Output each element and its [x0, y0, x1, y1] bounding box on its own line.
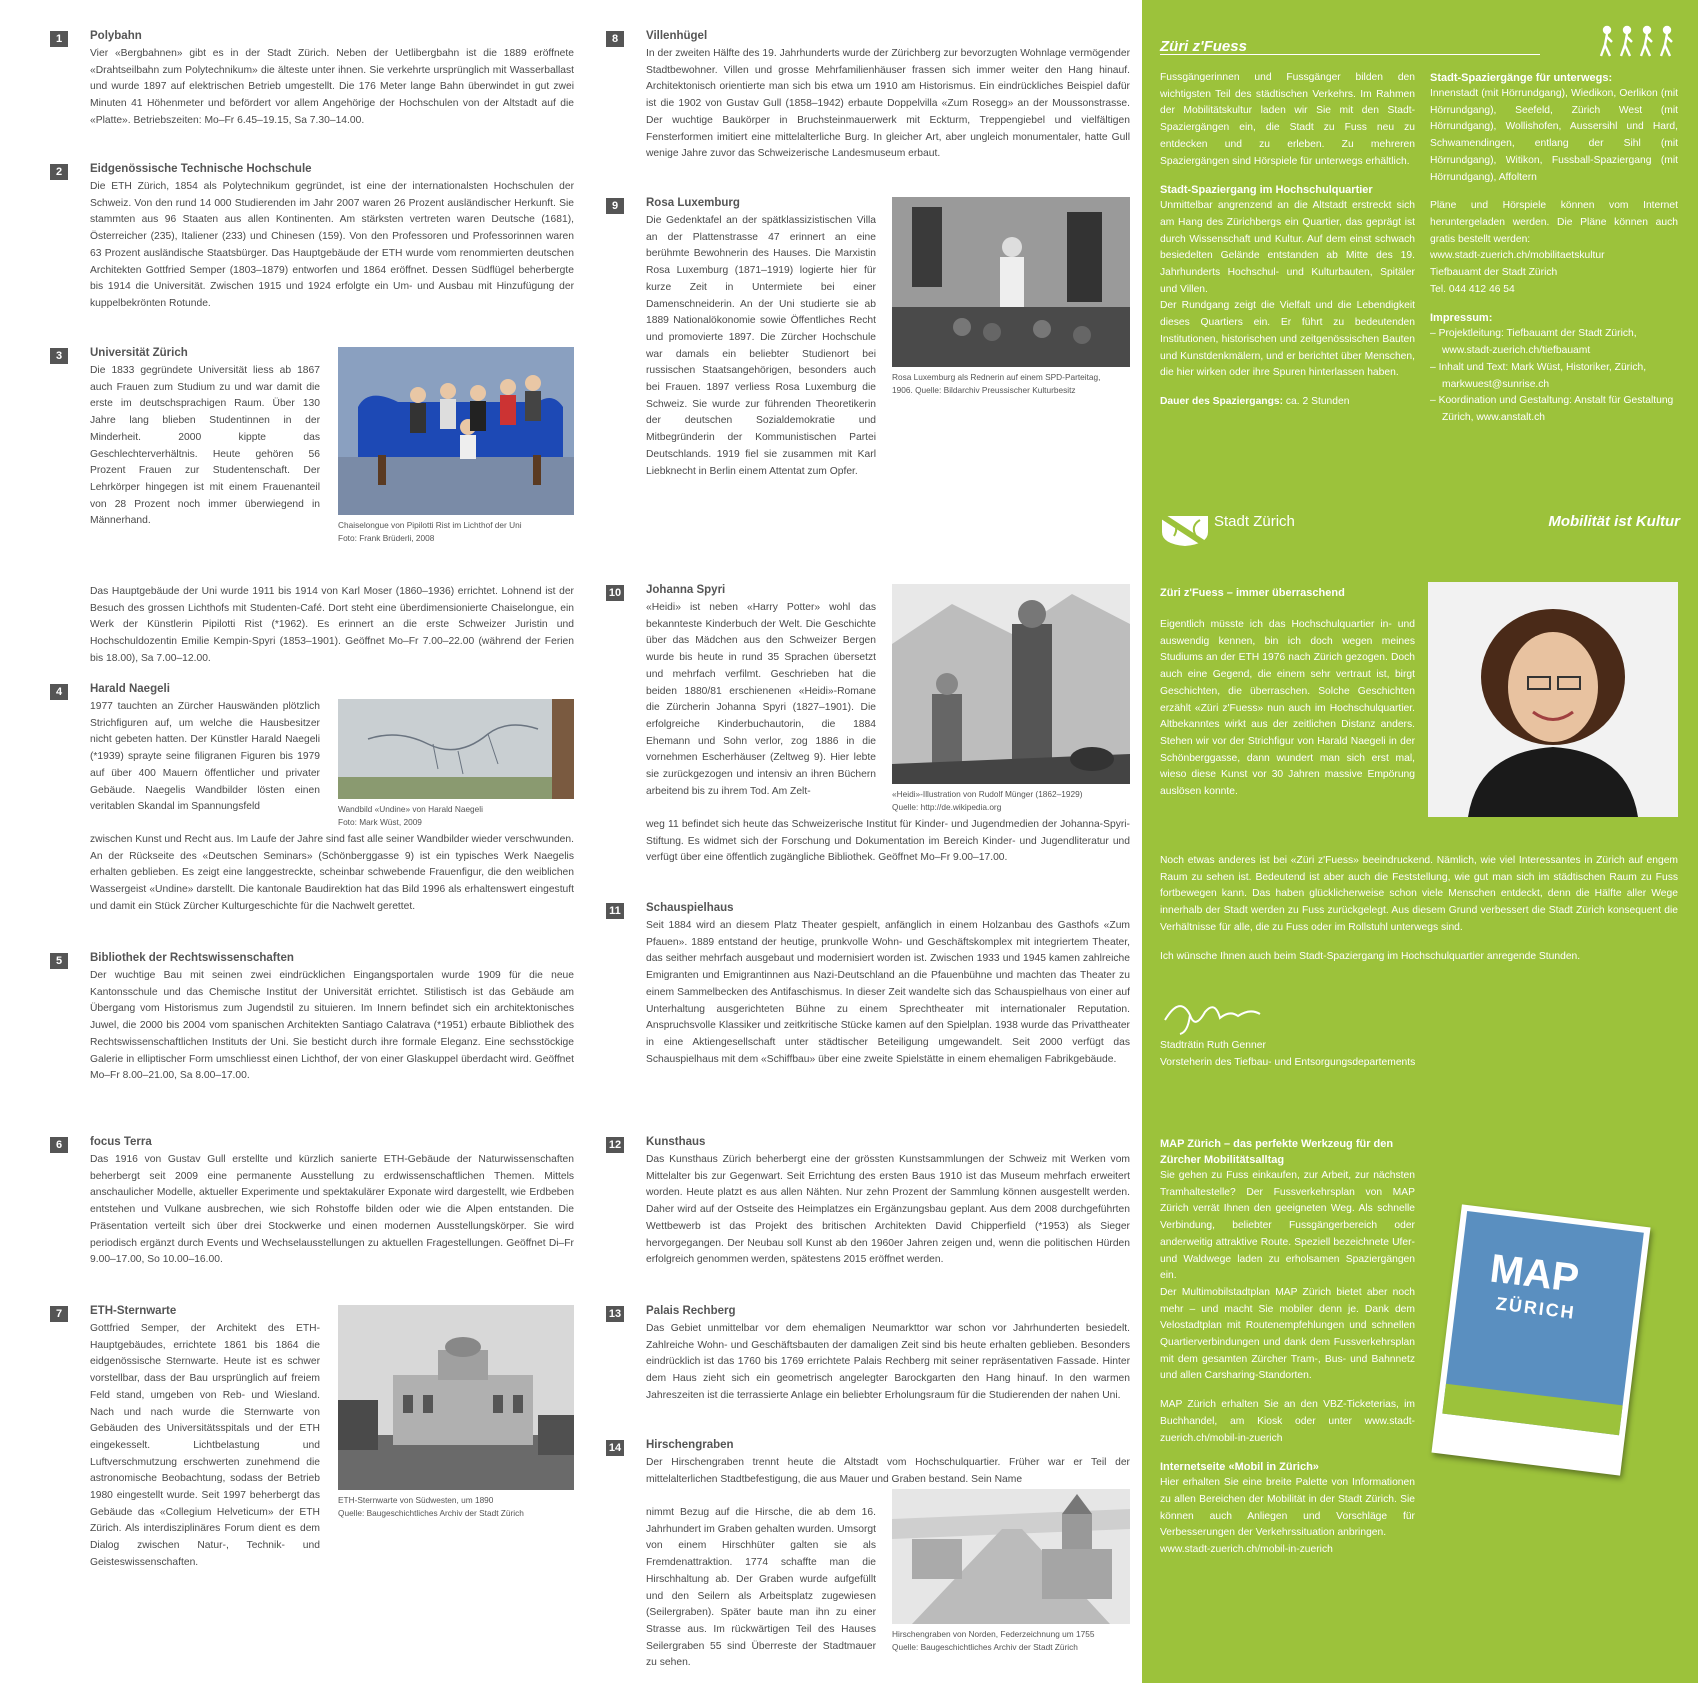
entry-text: Das Kunsthaus Zürich beherbergt eine der grössten Kunstsammlungen der Schweiz mit Werken vom Mittelalter bis zur Gegenwart. Seit Errichtung des ersten Baus 1910 ist das Museum mehrfach erweitert worden. Heute platzt es aus allen Nähten. Nur zehn Prozent der Sammlung können ausgestellt werden. Daher wird auf der Ostseite des Heimplatzes ein Ergänzungsbau geplant. Aus dem 2008 durchgeführten Wettbewerb ist das Projekt des britischen Architekten David Chipperfield (*1953) als Sieger hervorgegangen. Der Neubau soll Kunst ab den 1960er Jahren zeigen und, wenn die politischen Hürden erfolgreich genommen werden, spätestens 2015 eröffnet werden.: [646, 1154, 1130, 1266]
entry-number: 5: [50, 953, 68, 969]
entry-rosa-luxemburg: [606, 197, 1130, 527]
entry-naegeli: [50, 683, 574, 933]
map-brochure-cover: [1431, 1204, 1650, 1475]
brand-header: [1160, 38, 1660, 56]
impressum-list: [1430, 326, 1678, 426]
entry-text-continued: zwischen Kunst und Recht aus. Im Laufe der Jahre sind fast alle seiner Wandbilder wieder verschwunden. An der Rückseite des «Deutschen Seminars» (Schönberggasse 9) ist ein typisches Werk Naegelis erhalten geblieben. Es zeigt eine langgestreckte, scheinbar schwebende Frauenfigur, die den weiblichen Wassergeist «Undine» darstellt. Die kantonale Baudirektion hat das Bild 1996 als erhaltenswert eingestuft und damit ein Stück Zürcher Kulturgeschichte für die Nachwelt gerettet.: [90, 834, 574, 912]
entry-number: 1: [50, 31, 68, 47]
heidi-illustration: [892, 584, 1130, 784]
slogan: Mobilität ist Kultur: [1548, 513, 1680, 530]
greeting-continued: Noch etwas anderes ist bei «Züri z'Fuess» beeindruckend. Nämlich, wie viel Interessantes in Zürich auf engem Raum zu sehen ist. Bedeutend ist aber auch die Feststellung, wie gut man sich im städtischen Raum zu Fuss fortbewegen kann. Das haben glücklicherweise schon viele Menschen entdeckt, denn die Hälfte aller Wege innerhalb der Stadt werden zu Fuss zurückgelegt. Aus diesem Grund verbessert die Stadt Zürich konsequent die Verhältnisse für alle, die zu Fuss oder im Rollstuhl unterwegs sind. Ich wünsche Ihnen auch beim Stadt-Spaziergang im Hochschulquartier anregende Stunden.: [1160, 855, 1678, 962]
entry-title: Universität Zürich: [90, 347, 188, 359]
entry-text: Seit 1884 wird an diesem Platz Theater gespielt, anfänglich in einem Holzanbau des Gasthofs «Zum Pfauen». 1889 entstand der heutige, prunkvolle Wohn- und Geschäftskomplex mit integriertem Theater, das seither mehrfach ausgebaut und modernisiert worden ist. Zwischen 1933 und 1945 kamen zahlreiche Emigranten und Emigrantinnen aus Nazi-Deutschland an die Pfauenbühne und machten das Theater zu einem Sammelbecken des Antifaschismus. In dieser Zeit wandelte sich das Schauspielhaus von einer auf Unterhaltung ausgerichteten Bühne zu einem Sprechtheater mit internationaler Reputation. Anspruchsvolle Klassiker und zeitkritische Stücke kamen auf den Spielplan. 1938 wurde das Privattheater in eine Aktiengesellschaft unter städtischer Beteiligung umgewandelt. Seit 2000 verfügt das Schauspielhaus mit dem «Schiffbau» über eine zweite Spielstätte in einem ehemaligen Fabrikgebäude.: [646, 920, 1130, 1065]
chaiselongue-photo: [338, 347, 574, 515]
photo-caption: Rosa Luxemburg als Rednerin auf einem SPD-Parteitag, 1906. Quelle: Bildarchiv Preussischer Kulturbesitz: [892, 372, 1101, 395]
list-item: – Projektleitung: Tiefbauamt der Stadt Zürich, www.stadt-zuerich.ch/tiefbauamt: [1430, 328, 1637, 357]
entry-text: Die 1833 gegründete Universität liess ab 1867 auch Frauen zum Studium zu und war damit die erste im deutschsprachigen Raum. Über 130 Jahre lang blieben Studentinnen in der Minderheit. 2000 kippte das Geschlechterverhältnis. Heute gehören 56 Prozent Frauen zur Studentenschaft. Der Lehrkörper hingegen ist mit einem Frauenanteil von 28 Prozent noch immer überwiegend in Männerhand.: [90, 365, 320, 527]
divider: [1160, 54, 1540, 55]
entry-text-continued: weg 11 befindet sich heute das Schweizerische Institut für Kinder- und Jugendmedien der Johanna-Spyri-Stiftung. Es widmet sich der Forschung und Dokumentation im Bereich Kinder- und Jugendliteratur und verfügt über eine öffentlich zugängliche Bibliothek. Geöffnet Mo–Fr 9.00–17.00.: [646, 819, 1130, 864]
entry-title: Schauspielhaus: [646, 902, 734, 914]
entry-text-continued: Das Hauptgebäude der Uni wurde 1911 bis 1914 von Karl Moser (1860–1936) errichtet. Lohnend ist der Besuch des grossen Lichthofs mit Studenten-Café. Dort steht eine überdimensionierte Chaiselongue, ein Werk der Künstlerin Pipilotti Rist (*1962). Es erinnert an die erste Schweizer Juristin und Hochschuldozentin Emilie Kempin-Spyri (1853–1901). Geöffnet Mo–Fr 7.00–22.00 (während der Ferien bis 18.00), Sa 7.00–12.00.: [90, 586, 574, 664]
entry-title: Eidgenössische Technische Hochschule: [90, 163, 312, 175]
entry-johanna-spyri: [606, 584, 1130, 884]
entry-number: 10: [606, 585, 624, 601]
entry-title: ETH-Sternwarte: [90, 1305, 177, 1317]
photo-caption: Wandbild «Undine» von Harald Naegeli Foto: Mark Wüst, 2009: [338, 804, 483, 827]
plans-link[interactable]: www.stadt-zuerich.ch/mobilitaetskultur: [1430, 250, 1605, 262]
entry-title: Kunsthaus: [646, 1136, 706, 1148]
entry-text: 1977 tauchten an Zürcher Hauswänden plötzlich Strichfiguren auf, um welche die Hausbesitzer nicht gebeten hatten. Der Künstler Harald Naegeli (*1939) sprayte seine filigranen Figuren bis 1979 auf über 400 Mauern öffentlicher und privater Gebäude. Naegelis Wandbilder lösten einen veritablen Skandal im Spannungsfeld: [90, 701, 320, 813]
entry-title: focus Terra: [90, 1136, 152, 1148]
entry-number: 11: [606, 903, 624, 919]
entry-text: Die ETH Zürich, 1854 als Polytechnikum gegründet, ist eine der internationalsten Hochschulen der Schweiz. Von den rund 14 000 Studierenden im Jahr 2007 waren 26 Prozent ausländischer Herkunft. Sie stammten aus 96 Staaten aus allen Kontinenten. Am stärksten vertreten waren Deutsche (1681), Österreicher (235), Italiener (233) und Chinesen (159). Von den Professoren und Professorinnen waren 63 Prozent ausländische Staatsbürger. Das Hauptgebäude der ETH wurde vom renommierten deutschen Architekten Gottfried Semper (1803–1879) entworfen und 1864 eröffnet. Dessen Südflügel beherbergte bis 1914 die Universität. Zwischen 1915 und 1924 erfolgte ein Um- und Ausbau mit Hinzufügung der kuppelbekrönten Rotunde.: [90, 181, 574, 309]
brand-title: Züri z'Fuess: [1160, 38, 1247, 55]
entry-number: 3: [50, 348, 68, 364]
entry-text: Gottfried Semper, der Architekt des ETH-Hauptgebäudes, errichtete 1861 bis 1864 die eidgenössische Sternwarte. Heute ist es schwer vorstellbar, dass der Bau ursprünglich auf freiem Feld stand, umgeben von Reb- und Wiesland. Nach und nach wurde die Sternwarte von Gebäuden des Universitätsspitals und der ETH eingekesselt. Lichtbelastung und Luftverschmutzung erschwerten zunehmend die astronomische Beobachtung, sodass der Betrieb 1980 eingestellt wurde. Seit 1997 beherbergt das Gebäude das «Collegium Helveticum» der ETH Zürich. Als interdisziplinäres Forum dient es dem Dialog zwischen Natur-, Technik- und Geisteswissenschaften.: [90, 1323, 320, 1568]
entry-number: 4: [50, 684, 68, 700]
greeting-section: Züri z'Fuess – immer überraschend Eigentlich müsste ich das Hochschulquartier in- und auswendig kennen, bin ich doch wegen meines Studiums an der ETH 1976 nach Zürich gezogen. Doch auch eine Gegend, die einem sehr vertraut ist, birgt Geschichten, die überraschen. Solche Geschichten erzählt «Züri z'Fuess» nun auch im Hochschulquartier. Altbekanntes wirkt aus der zeitlichen Distanz anders. Stehen wir vor der Strichfigur von Harald Naegeli in der Schönberggasse, dann wundert man sich erst mal, wieso diese Kunst vor 30 Jahren massive Empörung auslösen konnte.: [1160, 587, 1415, 798]
entry-universitaet: [50, 347, 574, 547]
intro-section: Fussgängerinnen und Fussgänger bilden den wichtigsten Teil des städtischen Verkehrs. Im Rahmen der Mobilitätskultur laden wir Sie mit den Stadt-Spaziergängen ein, die Stadt zu Fuss neu zu entdecken und zu erleben. Zu mehreren Spaziergängen sind Hörspiele für unterwegs erhältlich. Stadt-Spaziergang im Hochschulquartier Unmittelbar angrenzend an die Altstadt erstreckt sich am Hang des Zürichbergs ein Quartier, das geprägt ist durch Wissenschaft und Kultur. Auf dem einst schwach besiedelten Gelände entstanden ab Mitte des 19. Jahrhunderts Hochschul- und Kulturbauten, Spitäler und Villen. Der Rundgang zeigt die Vielfalt und die Lebendigkeit dieses Quartiers ein. Er führt zu bedeutenden Institutionen, historischen und zeitgenössischen Bauten und Kunstdenkmälern, und er berichtet über Menschen, die hier wirken oder ihre Spuren hinterlassen haben. Dauer des Spaziergangs: ca. 2 Stunden: [1160, 72, 1415, 407]
entry-text: «Heidi» ist neben «Harry Potter» wohl das bekannteste Kinderbuch der Welt. Die Geschichte über das Mädchen aus den Schweizer Bergen wurde bis heute in rund 35 Sprachen übersetzt und mehrfach verfilmt. Geschrieben hat die beiden 1880/81 erschienenen «Heidi»-Romane die Zürcherin Johanna Spyri (1827–1901). Die erfolgreiche Kinderbuchautorin, die 1884 Ehemann und Sohn verlor, zog 1886 in die vornehmen Escherhäuser (Zeltweg 9). Hier lebte sie zurückgezogen und intensiv an ihren Büchern arbeitend bis zu ihrem Tod. Am Zelt-: [646, 602, 876, 797]
entry-text: In der zweiten Hälfte des 19. Jahrhunderts wurde der Zürichberg zur bevorzugten Wohnlage vermögender Stadtbewohner. Villen und grosse Mehrfamilienhäuser frassen sich immer weiter den Hang hinauf. Architektonisch orientierte man sich bis etwa um 1910 am Historismus. Ein eindrückliches Beispiel dafür ist die 1902 von Gustav Gull (1858–1942) erbaute Doppelvilla «Zum Rosegg» an der Moussonstrasse. Der wuchtige Baukörper in Bruchsteinmauerwerk mit Eckturm, Treppengiebel und vielfältigen Fensterformen imitiert eine mittelalterliche Burg. In gleicher Art, aber ungleich monumentaler, hatte Gull wenige Jahre zuvor das Schweizerische Landesmuseum erbaut.: [646, 48, 1130, 160]
entry-number: 13: [606, 1306, 624, 1322]
signature: [1160, 990, 1270, 1036]
list-item: – Koordination und Gestaltung: Anstalt für Gestaltung Zürich, www.anstalt.ch: [1430, 395, 1674, 423]
city-name: Stadt Zürich: [1214, 513, 1295, 530]
walking-people-icon: [1597, 25, 1677, 57]
photo-caption: Chaiselongue von Pipilotti Rist im Lichthof der Uni Foto: Frank Brüderli, 2008: [338, 520, 522, 543]
entry-text: Der wuchtige Bau mit seinen zwei eindrücklichen Eingangsportalen wurde 1909 für die neue Kantonsschule und das Chemische Institut der Universität errichtet. Stilistisch ist das Gebäude am Übergang vom Historismus zum Jugendstil zu situieren. Im Innern befindet sich ein architektonisches Juwel, die 2000 bis 2004 vom spanischen Architekten Santiago Calatrava (*1951) erbaute Bibliothek des Rechtswissenschaftlichen Instituts der Uni. Sie besticht durch ihre formale Eleganz. Eine sechsstöckige Galerie in elliptischer Form umschliesst einen Lichthof, der von einer Glaskuppel überdacht wird. Geöffnet Mo–Fr 8.00–21.00, Sa 8.00–17.00.: [90, 970, 574, 1082]
undine-photo: [338, 699, 574, 799]
map-cover-title: MAP: [1487, 1246, 1582, 1301]
entry-text: Das Gebiet unmittelbar vor dem ehemaligen Neumarkttor war schon vor Jahrhunderten besiedelt. Zahlreiche Wohn- und Geschäftsbauten der damaligen Zeit sind bis heute erhalten geblieben. Besonders eindrücklich ist das 1760 bis 1769 errichtete Palais Rechberg mit seiner repräsentativen Fassade. Hinter dem Haus zieht sich ein geometrisch angelegter Barockgarten den Hang hinauf. In den warmen Jahreszeiten ist die terrassierte Anlage ein beliebter Erholungsraum für die Studierenden der nahen Uni.: [646, 1323, 1130, 1401]
entry-text: Das 1916 von Gustav Gull erstellte und kürzlich sanierte ETH-Gebäude der Naturwissenschaften beherbergt seit 2009 eine permanente Ausstellung zu erdwissenschaftlichen Themen. Mittels anschaulicher Modelle, aktueller Experimente und spektakulärer Exponate wird dargestellt, wie Erdbeben entstehen und Vulkane ausbrechen, wie sich Rohstoffe bilden oder wie die Alpen entstanden. Die Präsentation verteilt sich über drei Stockwerke und einen modernen Ausstellungskörper. Sie wird periodisch ergänzt durch Events und Wechselausstellungen zu aktuellen Fragestellungen. Geöffnet Di–Fr 9.00–17.00, So 10.00–16.00.: [90, 1154, 574, 1266]
sternwarte-photo: [338, 1305, 574, 1490]
green-sidebar: [1142, 0, 1698, 1683]
entry-title: Rosa Luxemburg: [646, 197, 740, 209]
entry-title: Johanna Spyri: [646, 584, 726, 596]
entry-number: 7: [50, 1306, 68, 1322]
entry-title: Bibliothek der Rechtswissenschaften: [90, 952, 294, 964]
entry-number: 14: [606, 1440, 624, 1456]
list-item: – Inhalt und Text: Mark Wüst, Historiker, Zürich, markwuest@sunrise.ch: [1430, 361, 1647, 390]
entry-title: Hirschengraben: [646, 1439, 734, 1451]
entry-text: Der Hirschengraben trennt heute die Altstadt vom Hochschulquartier. Früher war er Teil der mittelalterlichen Stadtbefestigung, die aus Mauer und Graben bestand. Sein Name: [646, 1457, 1130, 1485]
signer: Stadträtin Ruth Genner Vorsteherin des Tiefbau- und Entsorgungsdepartements: [1160, 1040, 1416, 1068]
rosa-luxemburg-photo: [892, 197, 1130, 367]
entry-number: 12: [606, 1137, 624, 1153]
map-section: MAP Zürich – das perfekte Werkzeug für den Zürcher Mobilitätsalltag Sie gehen zu Fuss einkaufen, zur Arbeit, zur nächsten Tramhaltestelle? Der Fussverkehrsplan von MAP Zürich verrät Ihnen den geeigneten Weg. Als schnelle Verbindung, beliebter Fussgängerbereich oder anderweitig attraktive Route. Speziell bezeichnete Ufer- und Waldwege laden zu erholsamen Spaziergängen ein. Der Multimobilstadtplan MAP Zürich bietet aber noch mehr – und macht Sie mobiler denn je. Dank dem Velostadtplan mit Routenempfehlungen und schnellen Quartierverbindungen und dank dem Fussverkehrsplan mit dem gesamten Zürcher Tram-, Bus- und Bahnnetz und allen Carsharing-Standorten. MAP Zürich erhalten Sie an den VBZ-Ticketerias, im Buchhandel, am Kiosk oder unter www.stadt-zuerich.ch/mobil-in-zuerich Internetseite «Mobil in Zürich» Hier erhalten Sie eine breite Palette von Informationen zu allen Bereichen der Mobilität in der Stadt Zürich. Sie können auch Anliegen und Vorschläge für Verbesserungen der Verkehrssituation anbringen. www.stadt-zuerich.ch/mobil-in-zuerich: [1160, 1136, 1415, 1559]
portrait-photo: [1428, 582, 1678, 817]
zurich-coat-of-arms-icon: [1160, 512, 1210, 548]
entry-text-continued: nimmt Bezug auf die Hirsche, die ab dem 16. Jahrhundert im Graben gehalten wurden. Umsorgt von einem Hirschhüter galten sie als Fremdenattraktion. 1774 schaffte man die Hirschhaltung ab. Der Graben wurde aufgefüllt und den Seilern als Arbeitsplatz zugewiesen (Seilergraben). Später baute man ihn zu einer Strasse aus. Im rückwärtigen Teil des Hauses Seilergraben 55 sind Überreste der Stadtmauer zu sehen.: [646, 1507, 876, 1669]
walks-section: Stadt-Spaziergänge für unterwegs: Innenstadt (mit Hörrundgang), Wiedikon, Oerlikon (mit Hörrundgang), Seefeld, Zürich West (mit Hörrundgang), Wollishofen, Aussersihl und Hard, Schwamendingen, entlang der Sihl (mit Hörrundgang), Witikon, Fussball-Spaziergang (mit Hörrundgang), Affoltern Pläne und Hörspiele können vom Internet heruntergeladen werden. Die Pläne können auch gratis bestellt werden: www.stadt-zuerich.ch/mobilitaetskultur Tiefbauamt der Stadt Zürich Tel. 044 412 46 54 Impressum: – Projektleitung: Tiefbauamt der Stadt Zürich, www.stadt-zuerich.ch/tiefbauamt – Inhalt und Text: Mark Wüst, Historiker, Zürich, markwuest@sunrise.ch – Koordination und Gestaltung: Anstalt für Gestaltung Zürich, www.anstalt.ch: [1430, 70, 1678, 427]
entry-number: 8: [606, 31, 624, 47]
entry-number: 9: [606, 198, 624, 214]
web-link[interactable]: www.stadt-zuerich.ch/mobil-in-zuerich: [1160, 1544, 1333, 1556]
entry-title: Palais Rechberg: [646, 1305, 736, 1317]
entry-number: 6: [50, 1137, 68, 1153]
entry-title: Polybahn: [90, 30, 142, 42]
photo-caption: ETH-Sternwarte von Südwesten, um 1890 Quelle: Baugeschichtliches Archiv der Stadt Zürich: [338, 1495, 524, 1518]
entry-title: Villenhügel: [646, 30, 708, 42]
map-cover-subtitle: ZÜRICH: [1494, 1293, 1577, 1323]
photo-caption: Hirschengraben von Norden, Federzeichnung um 1755 Quelle: Baugeschichtliches Archiv der Stadt Zürich: [892, 1629, 1095, 1652]
entry-text: Vier «Bergbahnen» gibt es in der Stadt Zürich. Neben der Uetlibergbahn ist die 1889 eröffnete «Drahtseilbahn zum Polytechnikum» die älteste unter ihnen. Sie verkehrte ursprünglich mit Wasserballast und wurde 1897 auf elektrischen Betrieb umgestellt. Die 176 Meter lange Bahn überwindet in gut zwei Minuten 41 Höhenmeter und befördert vor allem Angehörige der Hochschulen von der Altstadt auf die «Platte». Betriebszeiten: Mo–Fr 6.45–19.15, Sa 7.30–14.00.: [90, 48, 574, 126]
hirschengraben-drawing: [892, 1489, 1130, 1624]
entry-text: Die Gedenktafel an der spätklassizistischen Villa an der Plattenstrasse 47 erinnert an eine berühmte Bewohnerin des Hauses. Die Marxistin Rosa Luxemburg (1871–1919) logierte hier für kurze Zeit in Untermiete bei einer Damenschneiderin. An der Uni studierte sie ab 1889 Nationalökonomie sowie Öffentliches Recht und promovierte 1897. Die Zürcher Hochschule war damals ein beliebter Studienort bei russischen Staatsangehörigen, besonders auch bei Frauen. 1897 verliess Rosa Luxemburg die Schweiz. Sie wurde zur führenden Theoretikerin der deutschen Sozialdemokratie und Mitbegründerin der Kommunistischen Partei Deutschlands. 1919 fiel sie zusammen mit Karl Liebknecht in Berlin einem Attentat zum Opfer.: [646, 215, 876, 477]
entry-number: 2: [50, 164, 68, 180]
entry-title: Harald Naegeli: [90, 683, 170, 695]
photo-caption: «Heidi»-Illustration von Rudolf Münger (1862–1929) Quelle: http://de.wikipedia.org: [892, 789, 1083, 812]
